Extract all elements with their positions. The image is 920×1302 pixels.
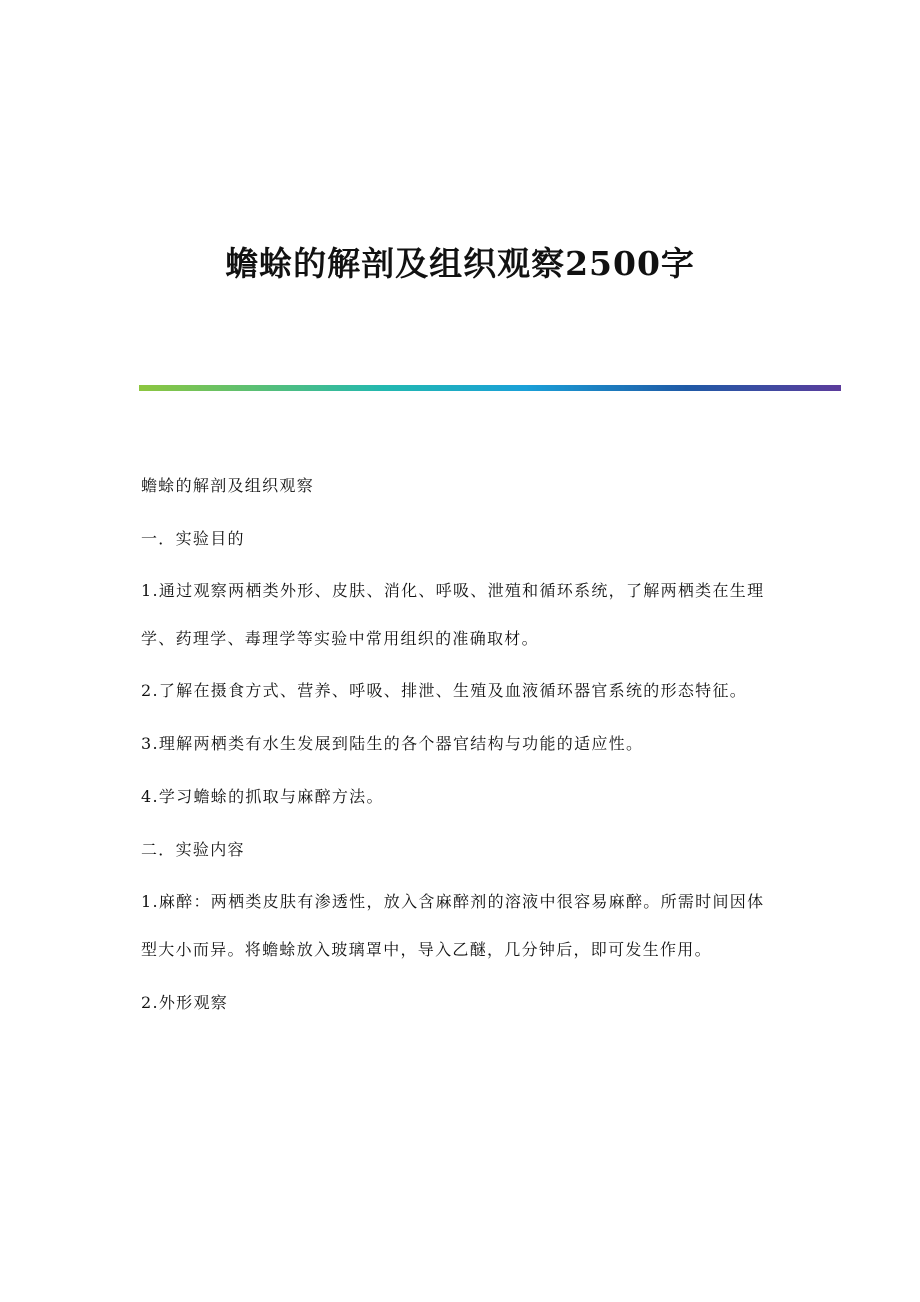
section-heading-purpose: 一．实验目的 <box>141 529 245 548</box>
content-item-1: 1.麻醉：两栖类皮肤有渗透性，放入含麻醉剂的溶液中很容易麻醉。所需时间因体型大小而异。将蟾蜍放入玻璃罩中，导入乙醚，几分钟后，即可发生作用。 <box>141 892 765 959</box>
document-title: 蟾蜍的解剖及组织观察2500字 <box>225 244 695 284</box>
content-item-2: 2.外形观察 <box>141 993 229 1012</box>
title-divider <box>139 385 841 391</box>
document-body <box>141 470 781 1040</box>
subtitle-paragraph: 蟾蜍的解剖及组织观察 <box>141 476 315 495</box>
purpose-item-2: 2.了解在摄食方式、营养、呼吸、排泄、生殖及血液循环器官系统的形态特征。 <box>141 681 748 700</box>
purpose-item-1: 1.通过观察两栖类外形、皮肤、消化、呼吸、泄殖和循环系统，了解两栖类在生理学、药理学、毒理学等实验中常用组织的准确取材。 <box>141 581 765 648</box>
section-heading-content: 二．实验内容 <box>141 840 245 859</box>
purpose-item-4: 4.学习蟾蜍的抓取与麻醉方法。 <box>141 787 384 806</box>
purpose-item-3: 3.理解两栖类有水生发展到陆生的各个器官结构与功能的适应性。 <box>141 734 644 753</box>
